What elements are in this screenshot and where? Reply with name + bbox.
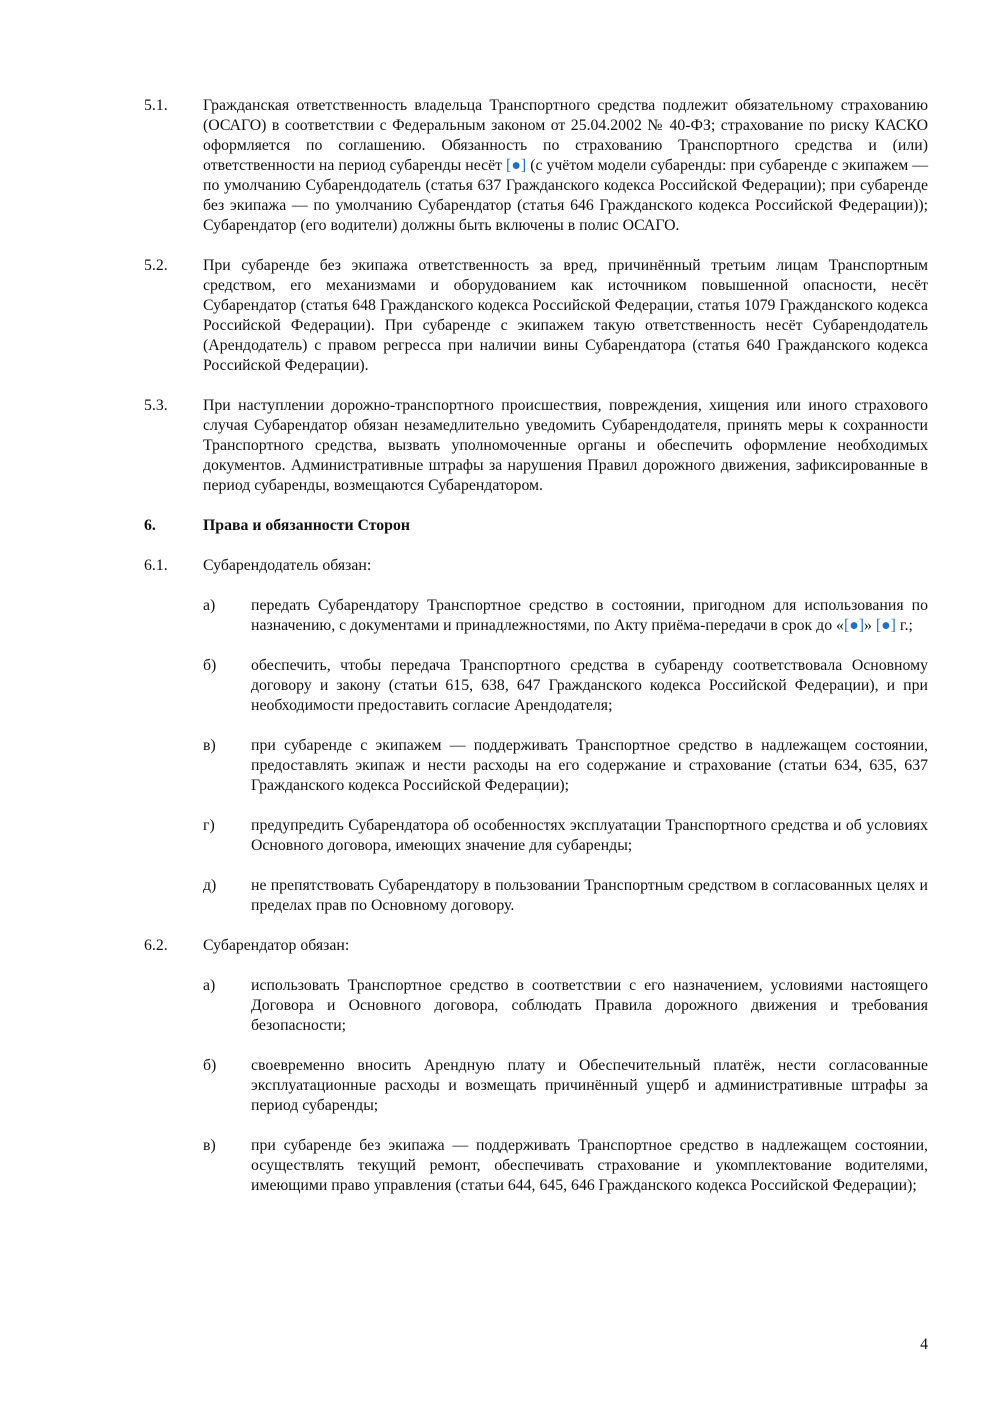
item-text	[251, 596, 928, 636]
clause-5-2	[144, 256, 928, 376]
list-item-6-2-v	[203, 1136, 928, 1196]
list-item-6-1-d	[203, 876, 928, 916]
section-6-heading	[144, 516, 928, 536]
item-letter: а)	[203, 597, 216, 614]
item-text-part: »	[864, 617, 876, 634]
clause-number: 5.1.	[144, 97, 168, 114]
item-text: своевременно вносить Арендную плату и Обеспечительный платёж, нести согласованные эксплуатационные расходы и возмещать причинённый ущерб и административные штрафы за период субаренды;	[251, 1057, 928, 1114]
item-text: при субаренде с экипажем — поддерживать Транспортное средство в надлежащем состоянии, предоставлять экипаж и нести расходы на его содержание и страхование (статьи 634, 635, 637 Гражданского кодекса Российской Федерации);	[251, 737, 928, 794]
item-letter: б)	[203, 657, 217, 674]
item-text-part: г.;	[895, 617, 913, 634]
clause-number: 5.2.	[144, 257, 168, 274]
item-text-part: передать Субарендатору Транспортное средство в состоянии, пригодном для использования по назначению, с документами и принадлежностями, по Акту приёма-передачи в срок до «	[251, 597, 928, 634]
clause-number: 6.1.	[144, 557, 168, 574]
clause-number: 5.3.	[144, 397, 168, 414]
clause-number: 6.2.	[144, 937, 168, 954]
list-item-6-2-b	[203, 1056, 928, 1116]
list-item-6-1-v	[203, 736, 928, 796]
clause-6-1	[144, 556, 928, 576]
item-text: предупредить Субарендатора об особенностях эксплуатации Транспортного средства и об условиях Основного договора, имеющих значение для субаренды;	[251, 817, 928, 854]
item-letter: д)	[203, 877, 217, 894]
list-item-6-1-b	[203, 656, 928, 716]
item-letter: б)	[203, 1057, 217, 1074]
clause-text: Субарендатор обязан:	[203, 937, 350, 954]
item-letter: а)	[203, 977, 216, 994]
section-number: 6.	[144, 517, 156, 534]
page-content	[144, 96, 928, 1216]
item-letter: в)	[203, 737, 216, 754]
clause-5-3	[144, 396, 928, 496]
clause-6-2	[144, 936, 928, 956]
list-item-6-1-g	[203, 816, 928, 856]
list-item-6-2-a	[203, 976, 928, 1036]
clause-text: При наступлении дорожно-транспортного происшествия, повреждения, хищения или иного страхового случая Субарендатор обязан незамедлительно уведомить Субарендодателя, принять меры к сохранности Транспортного средства, вызвать уполномоченные органы и обеспечить оформление необходимых документов. Административные штрафы за нарушения Правил дорожного движения, зафиксированные в период субаренды, возмещаются Субарендатором.	[203, 397, 928, 494]
clause-text: При субаренде без экипажа ответственность за вред, причинённый третьим лицам Транспортным средством, его механизмами и оборудованием как источником повышенной опасности, несёт Субарендатор (статья 648 Гражданского кодекса Российской Федерации, статья 1079 Гражданского кодекса Российской Федерации). При субаренде с экипажем такую ответственность несёт Субарендодатель (Арендодатель) с правом регресса при наличии вины Субарендатора (статья 640 Гражданского кодекса Российской Федерации).	[203, 257, 928, 374]
item-letter: в)	[203, 1137, 216, 1154]
placeholder-field: [●]	[875, 617, 896, 634]
section-title: Права и обязанности Сторон	[203, 517, 410, 534]
page-number: 4	[920, 1336, 928, 1353]
clause-text	[203, 96, 928, 236]
list-item-6-1-a	[203, 596, 928, 636]
clause-text-part: (с учётом модели субаренды: при субаренде с экипажем — по умолчанию Субарендодатель (статья 637 Гражданского кодекса Российской Федерации); при субаренде без экипажа — по умолчанию Субарендатор (статья 646 Гражданского кодекса Российской Федерации)); Субарендатор (его водители) должны быть включены в полис ОСАГО.	[203, 157, 929, 234]
item-text: использовать Транспортное средство в соответствии с его назначением, условиями настоящего Договора и Основного договора, соблюдать Правила дорожного движения и требования безопасности;	[251, 977, 928, 1034]
clause-text: Субарендодатель обязан:	[203, 557, 372, 574]
item-text: при субаренде без экипажа — поддерживать Транспортное средство в надлежащем состоянии, осуществлять текущий ремонт, обеспечивать страхование и укомплектование водителями, имеющими право управления (статьи 644, 645, 646 Гражданского кодекса Российской Федерации);	[251, 1137, 928, 1194]
item-text: не препятствовать Субарендатору в пользовании Транспортным средством в согласованных целях и пределах прав по Основному договору.	[251, 877, 928, 914]
item-letter: г)	[203, 817, 215, 834]
item-text: обеспечить, чтобы передача Транспортного средства в субаренду соответствовала Основному договору и закону (статьи 615, 638, 647 Гражданского кодекса Российской Федерации), и при необходимости предоставить согласие Арендодателя;	[251, 657, 928, 714]
placeholder-field: [●]	[506, 157, 527, 174]
clause-text-part: Гражданская ответственность владельца Транспортного средства подлежит обязательному страхованию (ОСАГО) в соответствии с Федеральным законом от 25.04.2002 № 40-ФЗ; страхование по риску КАСКО оформляется по соглашению. Обязанность по страхованию Транспортного средства и (или) ответственности на период субаренды несёт	[203, 97, 928, 174]
placeholder-field: [●]	[843, 617, 865, 634]
clause-5-1	[144, 96, 928, 236]
